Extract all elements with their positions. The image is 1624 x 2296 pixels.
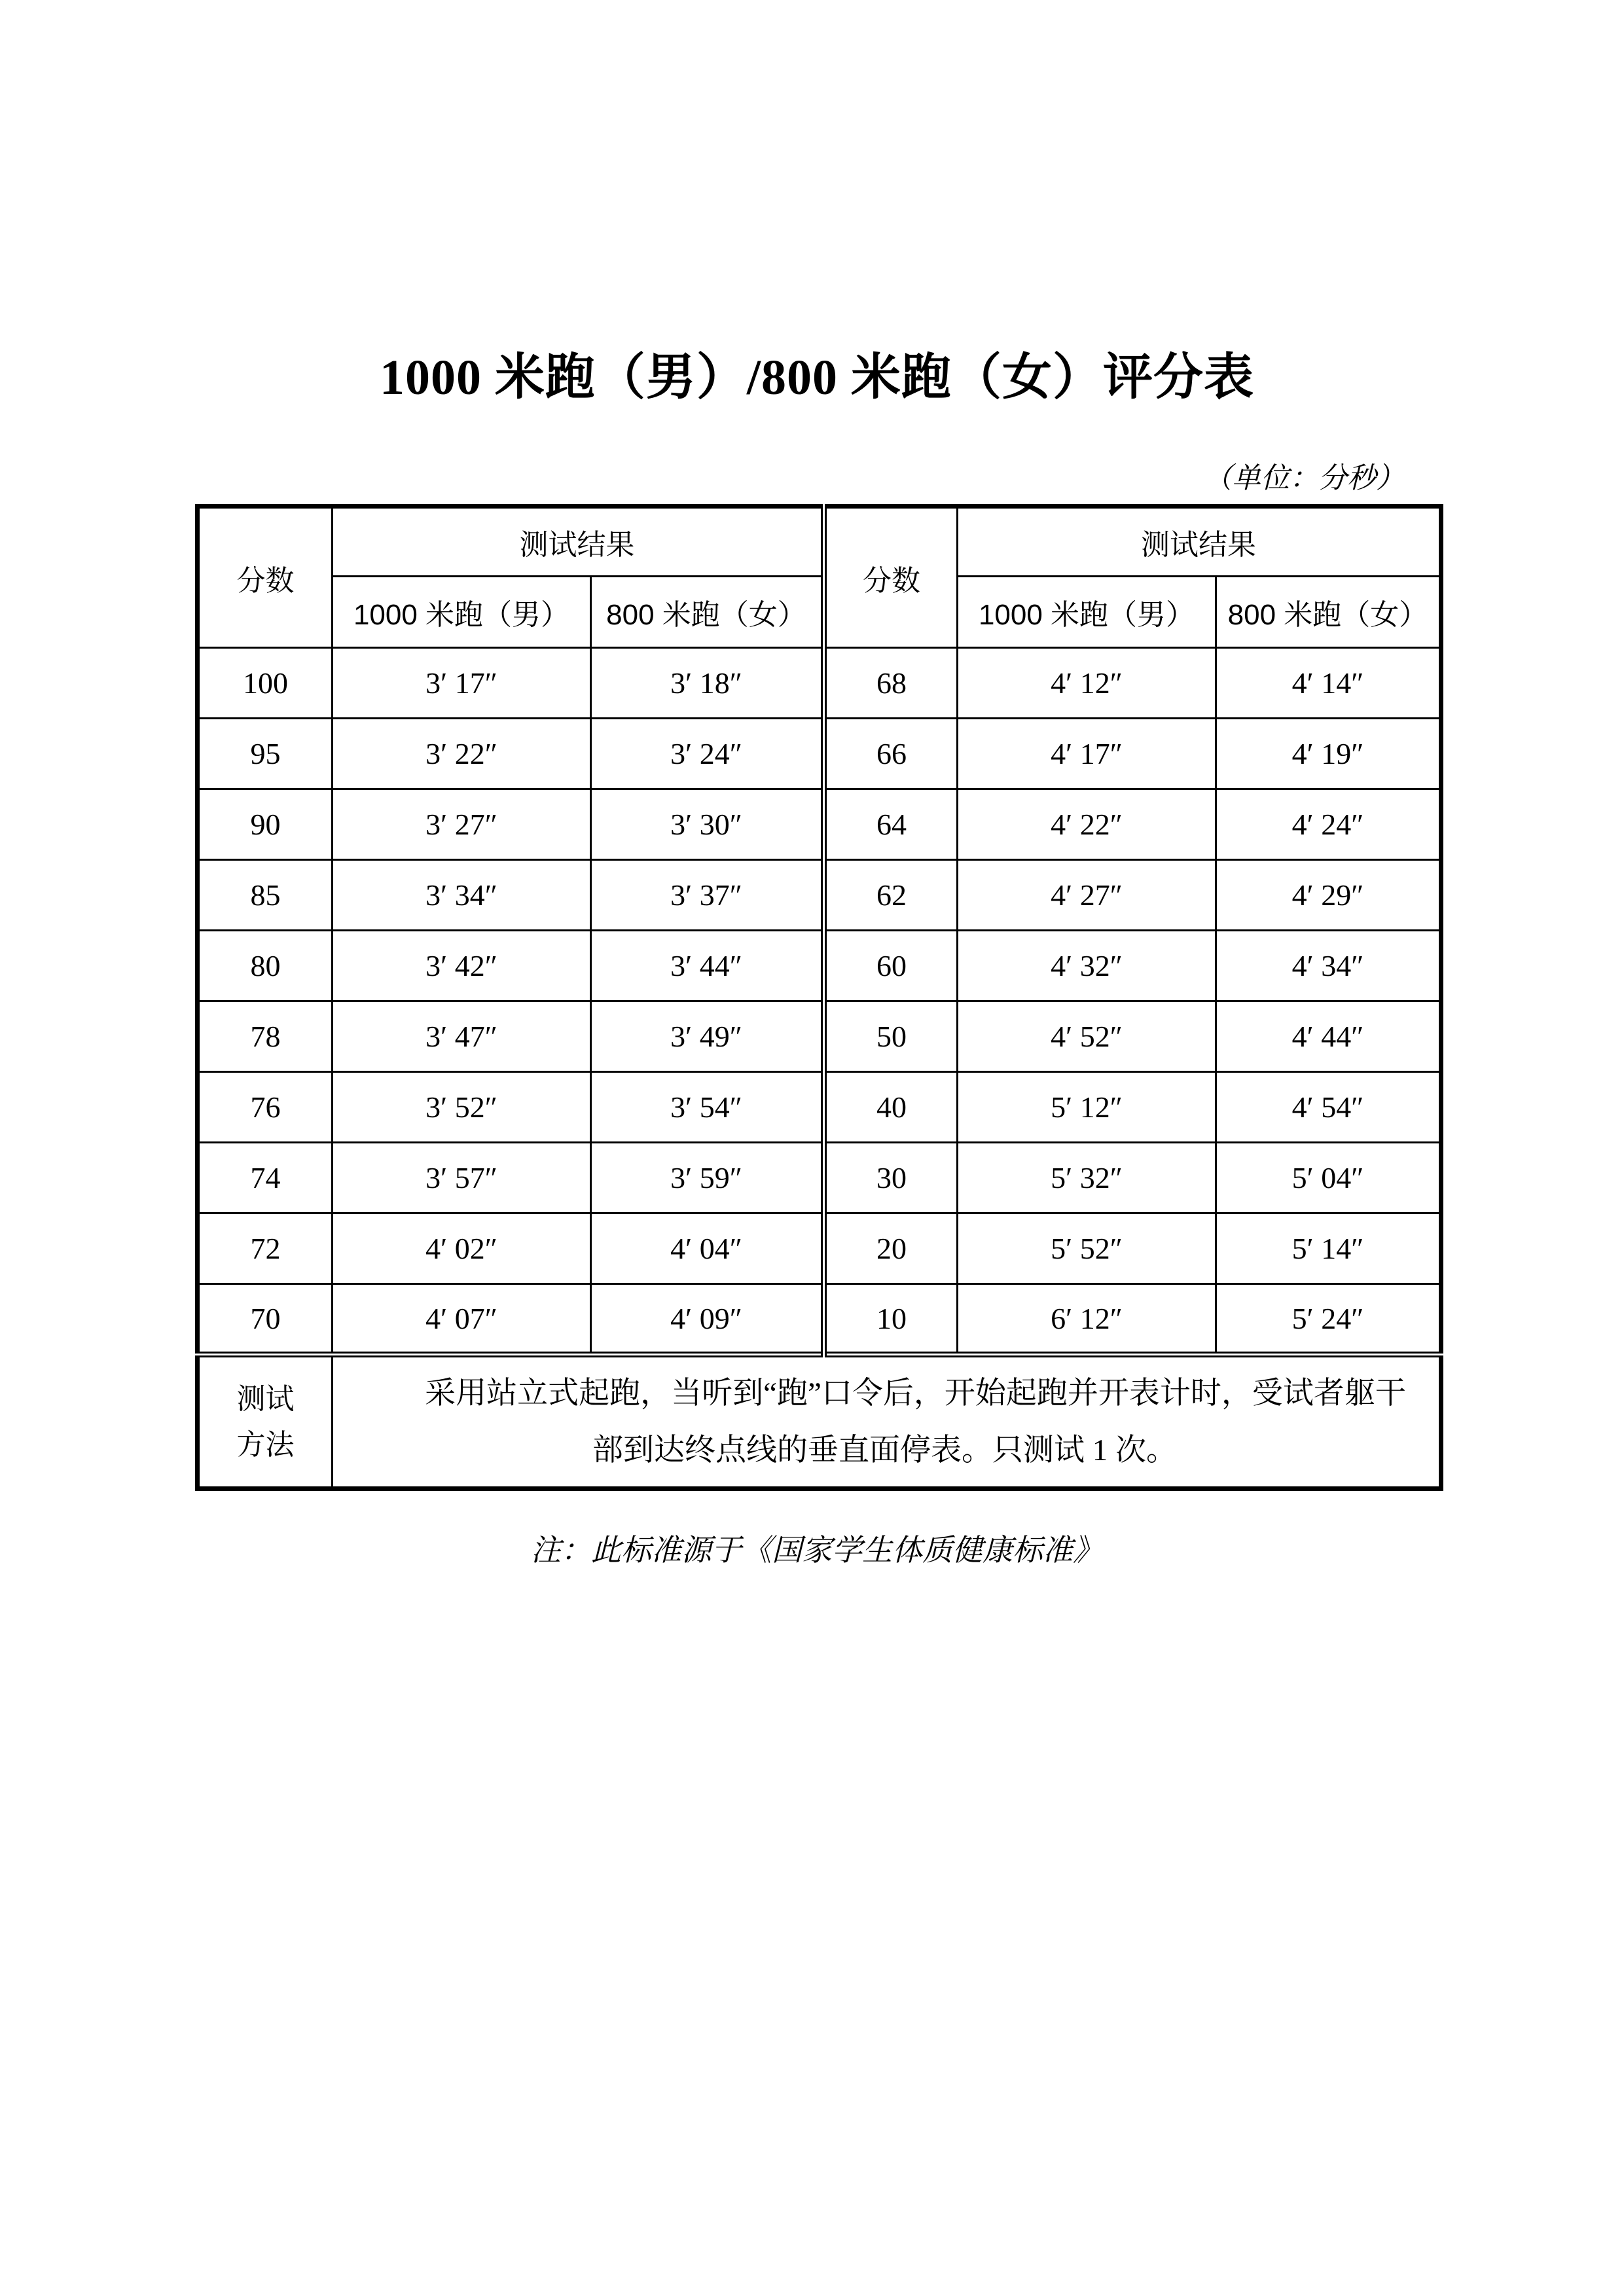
time-cell: 4′ 32″ [958, 931, 1216, 1001]
table-row [198, 931, 1441, 1001]
time-cell: 3′ 52″ [333, 1072, 591, 1143]
score-cell: 95 [198, 719, 333, 789]
footnote: 注：此标准源于《国家学生体质健康标准》 [531, 1534, 1103, 1568]
table-row [198, 719, 1441, 789]
result-header-right: 测试结果 [958, 507, 1441, 577]
time-cell: 3′ 34″ [333, 860, 591, 931]
table-row [198, 1001, 1441, 1072]
table-row [198, 1072, 1441, 1143]
time-cell: 4′ 27″ [958, 860, 1216, 931]
score-cell: 64 [824, 789, 958, 860]
score-header-left: 分数 [198, 507, 333, 648]
table-header-row-1 [198, 507, 1441, 577]
score-cell: 74 [198, 1143, 333, 1213]
time-cell: 5′ 24″ [1216, 1284, 1441, 1355]
male-run-header-left: 1000 米跑（男） [333, 577, 591, 648]
time-cell: 3′ 44″ [591, 931, 824, 1001]
score-cell: 30 [824, 1143, 958, 1213]
page-content [195, 0, 1439, 1570]
time-cell: 4′ 54″ [1216, 1072, 1441, 1143]
table-row [198, 1213, 1441, 1284]
time-cell: 5′ 12″ [958, 1072, 1216, 1143]
time-cell: 5′ 14″ [1216, 1213, 1441, 1284]
page-title: 1000 米跑（男）/800 米跑（女）评分表 [379, 350, 1255, 405]
time-cell: 4′ 14″ [1216, 648, 1441, 719]
table-row [198, 648, 1441, 719]
method-description: 采用站立式起跑，当听到“跑”口令后，开始起跑并开表计时，受试者躯干部到达终点线的垂直面停表。只测试 1 次。 [425, 1376, 1406, 1467]
method-description-cell [333, 1355, 1441, 1489]
time-cell: 3′ 42″ [333, 931, 591, 1001]
time-cell: 3′ 30″ [591, 789, 824, 860]
time-cell: 3′ 47″ [333, 1001, 591, 1072]
score-cell: 100 [198, 648, 333, 719]
scoring-table [195, 504, 1443, 1491]
unit-note: （单位：分秒） [1203, 461, 1405, 494]
time-cell: 3′ 27″ [333, 789, 591, 860]
time-cell: 3′ 18″ [591, 648, 824, 719]
score-cell: 60 [824, 931, 958, 1001]
female-run-header-left: 800 米跑（女） [591, 577, 824, 648]
time-cell: 4′ 09″ [591, 1284, 824, 1355]
male-run-header-right: 1000 米跑（男） [958, 577, 1216, 648]
time-cell: 5′ 04″ [1216, 1143, 1441, 1213]
time-cell: 4′ 34″ [1216, 931, 1441, 1001]
time-cell: 4′ 07″ [333, 1284, 591, 1355]
time-cell: 5′ 52″ [958, 1213, 1216, 1284]
table-row [198, 1143, 1441, 1213]
score-cell: 62 [824, 860, 958, 931]
method-label [198, 1355, 333, 1489]
table-row [198, 789, 1441, 860]
score-cell: 78 [198, 1001, 333, 1072]
score-cell: 76 [198, 1072, 333, 1143]
score-cell: 90 [198, 789, 333, 860]
time-cell: 3′ 59″ [591, 1143, 824, 1213]
score-cell: 70 [198, 1284, 333, 1355]
score-cell: 66 [824, 719, 958, 789]
score-cell: 10 [824, 1284, 958, 1355]
score-cell: 68 [824, 648, 958, 719]
time-cell: 4′ 17″ [958, 719, 1216, 789]
time-cell: 5′ 32″ [958, 1143, 1216, 1213]
time-cell: 4′ 24″ [1216, 789, 1441, 860]
score-cell: 50 [824, 1001, 958, 1072]
time-cell: 3′ 54″ [591, 1072, 824, 1143]
method-label-line1: 测试 [236, 1382, 295, 1415]
time-cell: 4′ 04″ [591, 1213, 824, 1284]
time-cell: 3′ 37″ [591, 860, 824, 931]
time-cell: 4′ 02″ [333, 1213, 591, 1284]
time-cell: 4′ 22″ [958, 789, 1216, 860]
female-run-header-right: 800 米跑（女） [1216, 577, 1441, 648]
result-header-left: 测试结果 [333, 507, 824, 577]
time-cell: 4′ 29″ [1216, 860, 1441, 931]
time-cell: 4′ 12″ [958, 648, 1216, 719]
table-row [198, 860, 1441, 931]
time-cell: 4′ 52″ [958, 1001, 1216, 1072]
time-cell: 4′ 19″ [1216, 719, 1441, 789]
method-row [198, 1355, 1441, 1489]
score-cell: 80 [198, 931, 333, 1001]
score-header-right: 分数 [824, 507, 958, 648]
time-cell: 6′ 12″ [958, 1284, 1216, 1355]
time-cell: 3′ 49″ [591, 1001, 824, 1072]
score-cell: 85 [198, 860, 333, 931]
table-header-row-2 [198, 577, 1441, 648]
method-label-line2: 方法 [236, 1428, 295, 1461]
score-cell: 20 [824, 1213, 958, 1284]
time-cell: 3′ 57″ [333, 1143, 591, 1213]
time-cell: 3′ 22″ [333, 719, 591, 789]
score-cell: 40 [824, 1072, 958, 1143]
time-cell: 3′ 24″ [591, 719, 824, 789]
time-cell: 4′ 44″ [1216, 1001, 1441, 1072]
score-cell: 72 [198, 1213, 333, 1284]
time-cell: 3′ 17″ [333, 648, 591, 719]
table-row [198, 1284, 1441, 1355]
